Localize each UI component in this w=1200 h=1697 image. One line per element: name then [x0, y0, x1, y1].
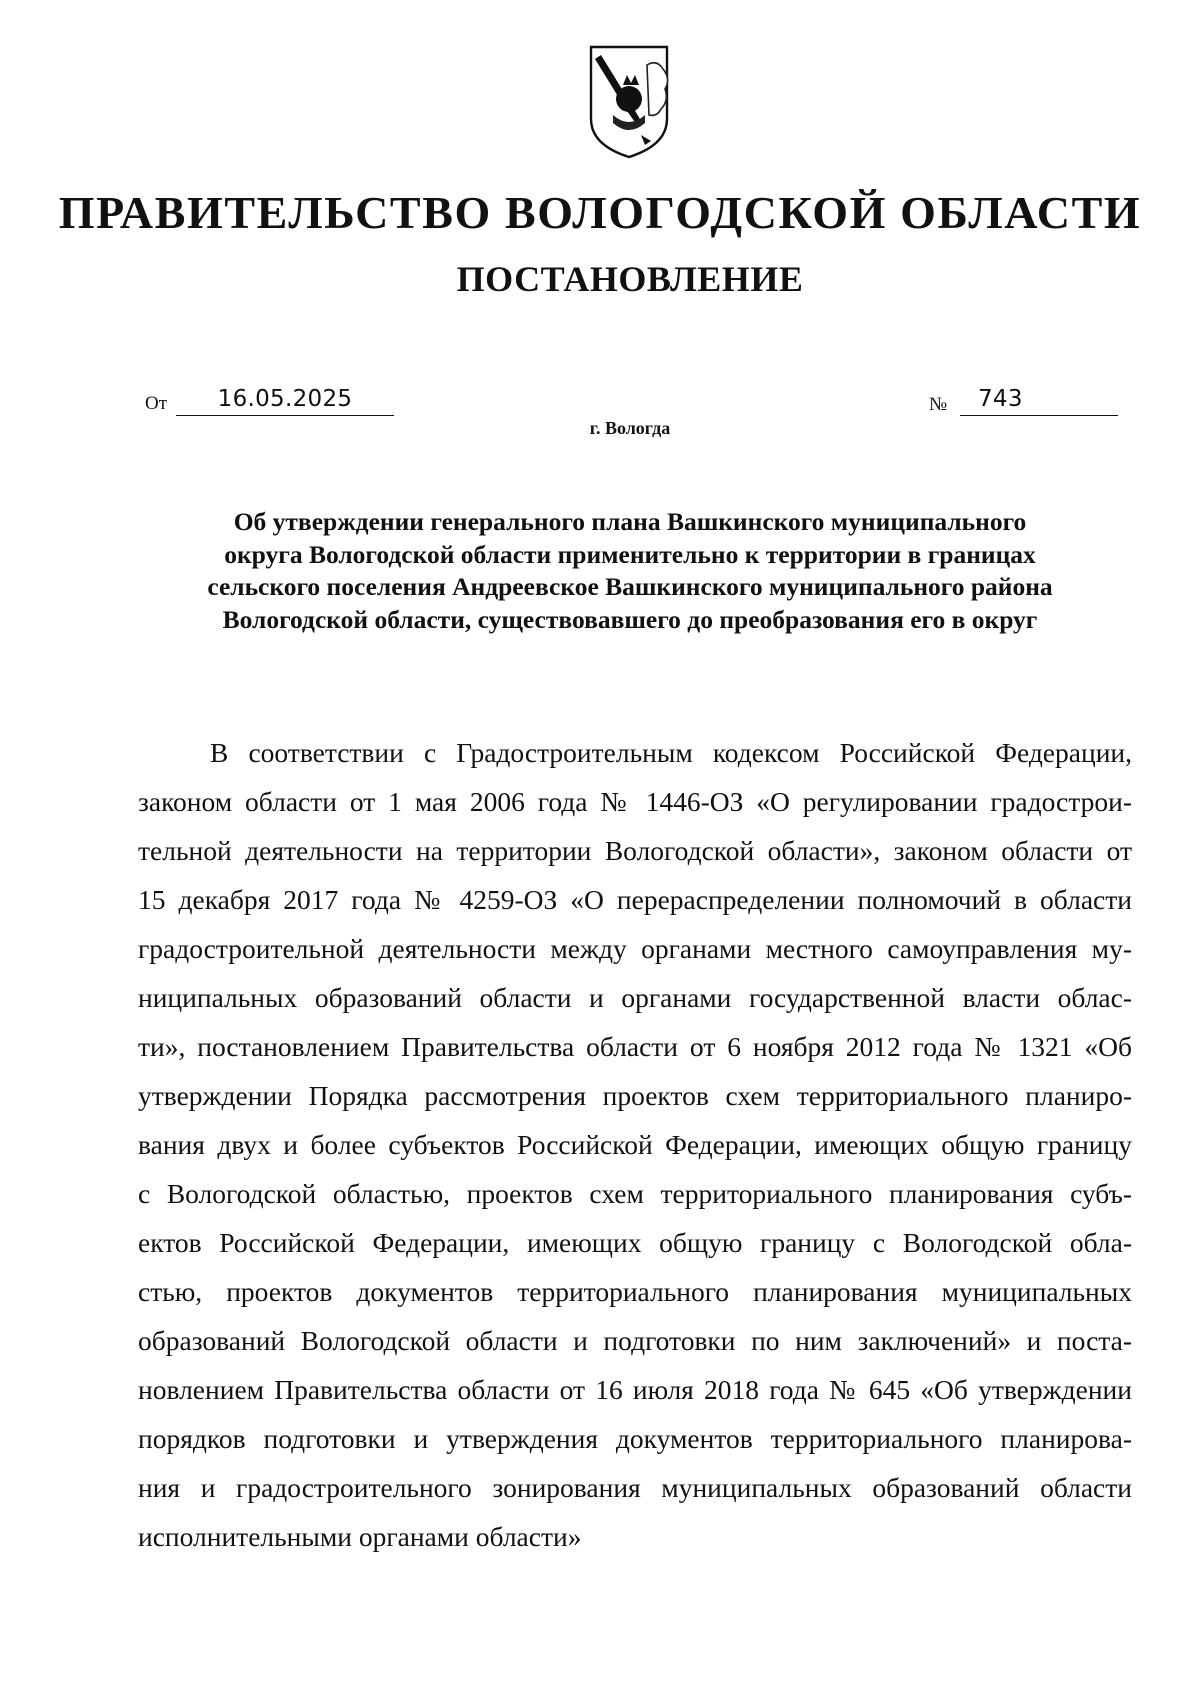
- date-underline: [176, 415, 394, 416]
- document-date: 16.05.2025: [217, 386, 353, 412]
- body-line: вания двух и более субъектов Российской Федерации, имеющих общую границу: [138, 1129, 1132, 1160]
- body-line: исполнительными органами области»: [138, 1521, 582, 1552]
- subject-line: Об утверждении генерального плана Вашкинского муниципального: [233, 507, 1027, 536]
- body-line: тельной деятельности на территории Вологодской области», законом области от: [138, 835, 1132, 866]
- body-line: образований Вологодской области и подготовки по ним заключений» и поста-: [138, 1325, 1132, 1356]
- body-line: законом области от 1 мая 2006 года № 1446-ОЗ «О регулировании градострои-: [138, 786, 1132, 817]
- body-line: градостроительной деятельности между органами местного самоуправления му-: [138, 933, 1132, 964]
- document-number: 743: [978, 386, 1023, 412]
- body-line: ти», постановлением Правительства области от 6 ноября 2012 года № 1321 «Об: [138, 1031, 1132, 1062]
- number-underline: [960, 415, 1118, 416]
- body-line: утверждении Порядка рассмотрения проектов схем территориального планиро-: [138, 1080, 1132, 1111]
- body-line: ектов Российской Федерации, имеющих общую границу с Вологодской обла-: [138, 1227, 1132, 1258]
- document-subject: [120, 506, 1140, 636]
- document-type: ПОСТАНОВЛЕНИЕ: [456, 259, 804, 299]
- subject-line: округа Вологодской области применительно к территории в границах: [224, 539, 1036, 569]
- subject-line: сельского поселения Андреевское Вашкинского муниципального района: [207, 572, 1053, 601]
- body-line: 15 декабря 2017 года № 4259-ОЗ «О перераспределении полномочий в области: [138, 884, 1132, 915]
- number-label: №: [929, 394, 948, 415]
- date-label: От: [145, 393, 168, 414]
- body-line: В соответствии с Градостроительным кодексом Российской Федерации,: [210, 737, 1132, 768]
- body-line: стью, проектов документов территориального планирования муниципальных: [138, 1276, 1132, 1307]
- body-line: ния и градостроительного зонирования муниципальных образований области: [138, 1472, 1132, 1503]
- body-line: ниципальных образований области и органами государственной власти облас-: [138, 982, 1132, 1013]
- body-paragraph: [138, 728, 1132, 1561]
- city-name: г. Вологда: [589, 418, 671, 438]
- body-line: новлением Правительства области от 16 июля 2018 года № 645 «Об утверждении: [138, 1374, 1132, 1405]
- government-title: ПРАВИТЕЛЬСТВО ВОЛОГОДСКОЙ ОБЛАСТИ: [58, 187, 1142, 238]
- coat-of-arms-icon: [587, 45, 683, 165]
- body-line: порядков подготовки и утверждения документов территориального планирова-: [138, 1423, 1132, 1454]
- subject-line: Вологодской области, существовавшего до преобразования его в округ: [222, 604, 1038, 634]
- body-line: с Вологодской областью, проектов схем территориального планирования субъ-: [138, 1178, 1132, 1209]
